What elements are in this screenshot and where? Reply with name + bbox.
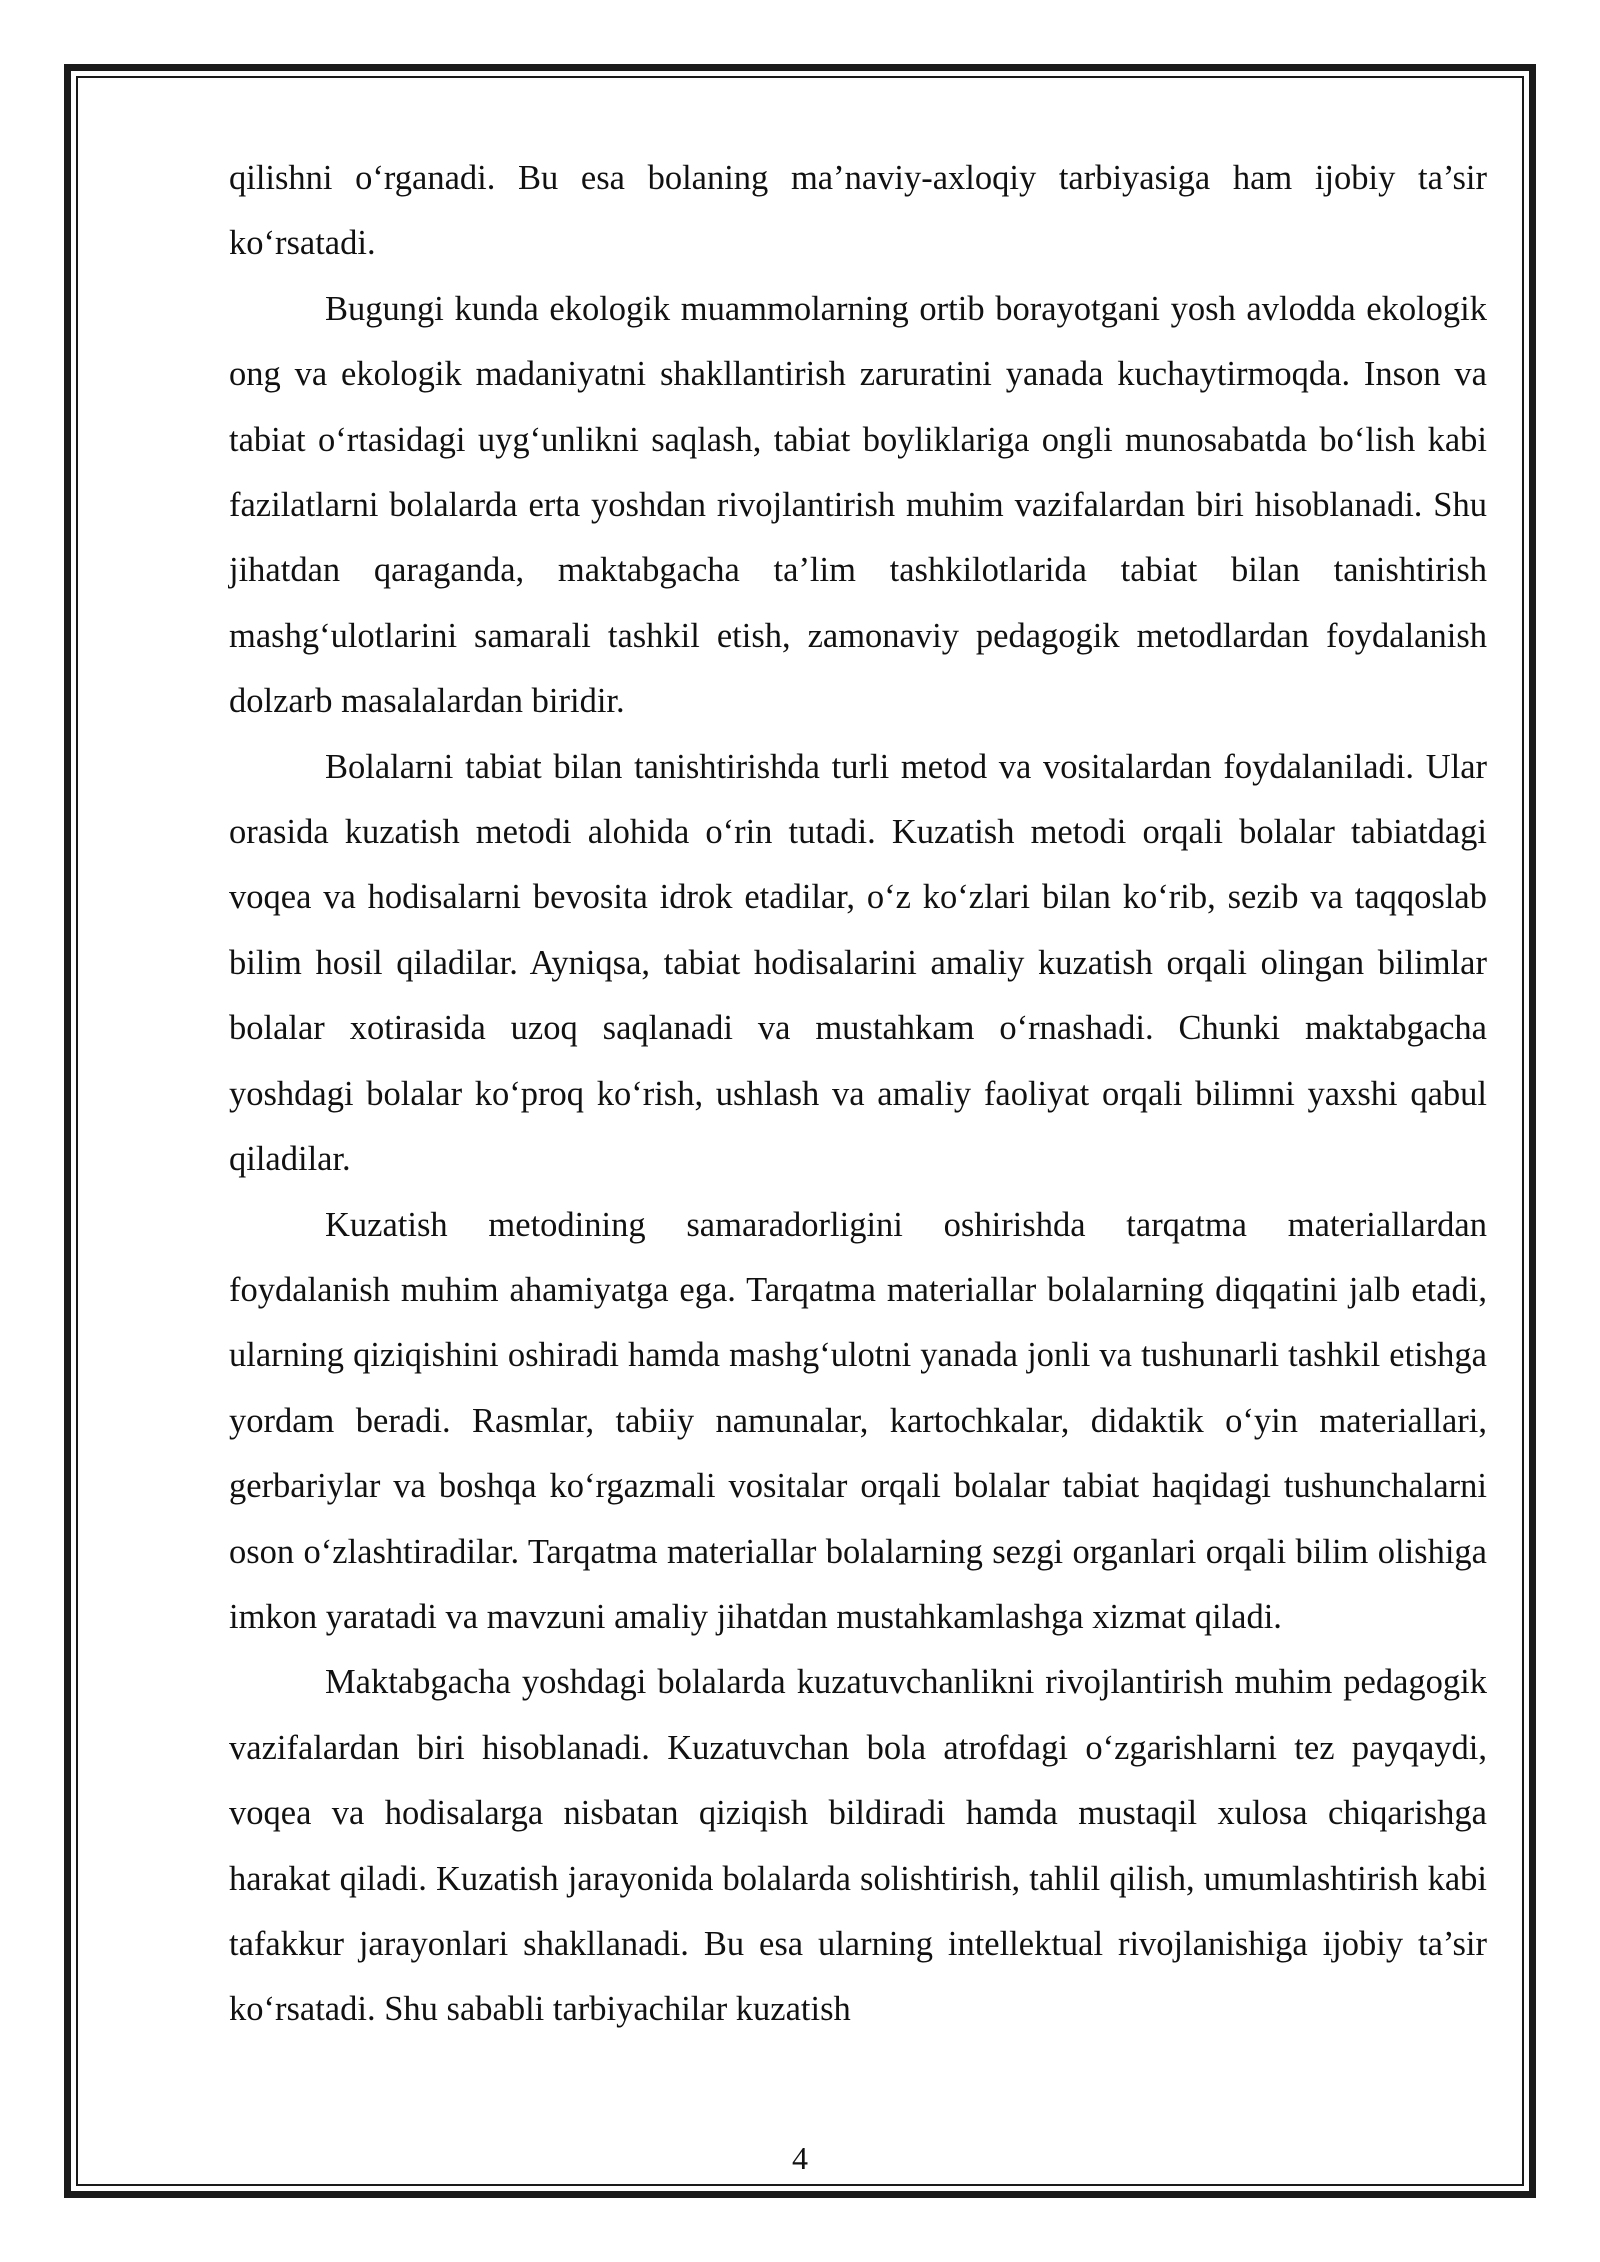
paragraph-handout-materials: Kuzatish metodining samaradorligini oshirishda tarqatma materiallardan foydalanish muhim ahamiyatga ega. Tarqatma materiallar bolalarning diqqatini jalb etadi, ularning qiziqishini oshiradi hamda mashg‘ulotni yanada jonli va tushunarli tashkil etishga yordam beradi. Rasmlar, tabiiy namunalar, kartochkalar, didaktik o‘yin materiallari, gerbariylar va boshqa ko‘rgazmali vositalar orqali bolalar tabiat haqidagi tushunchalarni oson o‘zlashtiradilar. Tarqatma materiallar bolalarning sezgi organlari orqali bilim olishiga imkon yaratadi va mavzuni amaliy jihatdan mustahkamlashga xizmat qiladi. [229,1205,1487,1636]
page-number: 4 [792,2140,808,2176]
paragraph-observation-method: Bolalarni tabiat bilan tanishtirishda turli metod va vositalardan foydalaniladi. Ular orasida kuzatish metodi alohida o‘rin tutadi. Kuzatish metodi orqali bolalar tabiatdagi voqea va hodisalarni bevosita idrok etadilar, o‘z ko‘zlari bilan ko‘rib, sezib va taqqoslab bilim hosil qiladilar. Ayniqsa, tabiat hodisalarini amaliy kuzatish orqali olingan bilimlar bolalar xotirasida uzoq saqlanadi va mustahkam o‘rnashadi. Chunki maktabgacha yoshdagi bolalar ko‘proq ko‘rish, ushlash va amaliy faoliyat orqali bilimni yaxshi qabul qiladilar. [229,747,1487,1179]
paragraph-observation-skills: Maktabgacha yoshdagi bolalarda kuzatuvchanlikni rivojlantirish muhim pedagogik vazifalardan biri hisoblanadi. Kuzatuvchan bola atrofdagi o‘zgarishlarni tez payqaydi, voqea va hodisalarga nisbatan qiziqish bildiradi hamda mustaqil xulosa chiqarishga harakat qiladi. Kuzatish jarayonida bolalarda solishtirish, tahlil qilish, umumlashtirish kabi tafakkur jarayonlari shakllanadi. Bu esa ularning intellektual rivojlanishiga ijobiy ta’sir ko‘rsatadi. Shu sababli tarbiyachilar kuzatish [229,1663,1487,2029]
paragraph-continuation: qilishni o‘rganadi. Bu esa bolaning ma’naviy-axloqiy tarbiyasiga ham ijobiy ta’sir ko‘rsatadi. [229,159,1487,263]
paragraph-ecology: Bugungi kunda ekologik muammolarning ortib borayotgani yosh avlodda ekologik ong va ekologik madaniyatni shakllantirish zaruratini yanada kuchaytirmoqda. Inson va tabiat o‘rtasidagi uyg‘unlikni saqlash, tabiat boyliklariga ongli munosabatda bo‘lish kabi fazilatlarni bolalarda erta yoshdan rivojlantirish muhim vazifalardan biri hisoblanadi. Shu jihatdan qaraganda, maktabgacha ta’lim tashkilotlarida tabiat bilan tanishtirish mashg‘ulotlarini samarali tashkil etish, zamonaviy pedagogik metodlardan foydalanish dolzarb masalalardan biridir. [229,289,1487,721]
page-body [229,146,1487,2043]
